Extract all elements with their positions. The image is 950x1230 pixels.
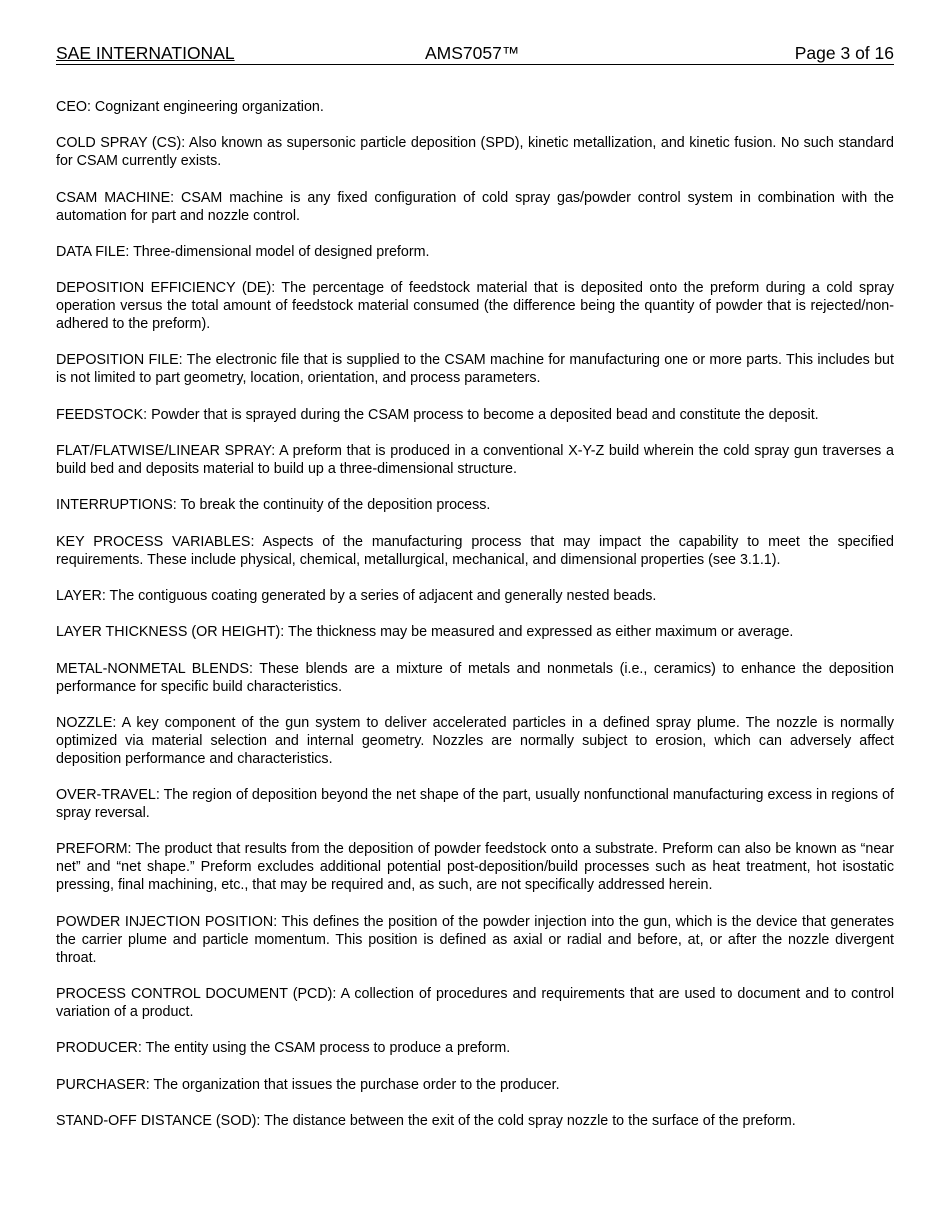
definition-process-control-document: PROCESS CONTROL DOCUMENT (PCD): A collection of procedures and requirements that are used to document and to control variation of a product. [56, 986, 894, 1021]
header-org: SAE INTERNATIONAL [56, 43, 235, 63]
definition-over-travel: OVER-TRAVEL: The region of deposition beyond the net shape of the part, usually nonfunctional manufacturing excess in regions of spray reversal. [56, 787, 894, 822]
definition-metal-nonmetal-blends: METAL-NONMETAL BLENDS: These blends are a mixture of metals and nonmetals (i.e., ceramics) to enhance the deposition performance for specific build characteristics. [56, 660, 894, 695]
definition-key-process-variables: KEY PROCESS VARIABLES: Aspects of the manufacturing process that may impact the capability to meet the specified requirements. These include physical, chemical, metallurgical, mechanical, and dimensional properties (see 3.1.1). [56, 533, 894, 568]
header-page-label: Page 3 of 16 [794, 43, 894, 63]
definition-purchaser: PURCHASER: The organization that issues the purchase order to the producer. [56, 1076, 560, 1093]
definition-interruptions: INTERRUPTIONS: To break the continuity of the deposition process. [56, 497, 491, 514]
definition-csam-machine: CSAM MACHINE: CSAM machine is any fixed configuration of cold spray gas/powder control system in combination with the automation for part and nozzle control. [56, 189, 894, 224]
definition-cold-spray: COLD SPRAY (CS): Also known as supersonic particle deposition (SPD), kinetic metallization, and kinetic fusion. No such standard for CSAM currently exists. [56, 135, 894, 170]
definition-producer: PRODUCER: The entity using the CSAM process to produce a preform. [56, 1040, 511, 1057]
definition-deposition-file: DEPOSITION FILE: The electronic file that is supplied to the CSAM machine for manufacturing one or more parts. This includes but is not limited to part geometry, location, orientation, and process parameters. [56, 352, 894, 387]
definition-flat-spray: FLAT/FLATWISE/LINEAR SPRAY: A preform that is produced in a conventional X-Y-Z build wherein the cold spray gun traverses a build bed and deposits material to build up a three-dimensional structure. [56, 443, 894, 478]
definition-layer-thickness: LAYER THICKNESS (OR HEIGHT): The thickness may be measured and expressed as either maximum or average. [56, 624, 794, 641]
definitions-list [56, 98, 894, 1130]
definition-layer: LAYER: The contiguous coating generated by a series of adjacent and generally nested beads. [56, 587, 657, 604]
header-doc-number: AMS7057™ [425, 43, 520, 63]
definition-deposition-efficiency: DEPOSITION EFFICIENCY (DE): The percentage of feedstock material that is deposited onto the preform during a cold spray operation versus the total amount of feedstock material consumed (the difference being the quantity of powder that is rejected/non-adhered to the preform). [56, 280, 894, 333]
document-page [56, 42, 894, 1148]
definition-stand-off-distance: STAND-OFF DISTANCE (SOD): The distance between the exit of the cold spray nozzle to the surface of the preform. [56, 1112, 796, 1129]
definition-nozzle: NOZZLE: A key component of the gun system to deliver accelerated particles in a defined spray plume. The nozzle is normally optimized via material selection and internal geometry. Nozzles are normally subject to erosion, which can adversely affect deposition performance and characteristics. [56, 714, 894, 767]
definition-data-file: DATA FILE: Three-dimensional model of designed preform. [56, 243, 430, 260]
definition-feedstock: FEEDSTOCK: Powder that is sprayed during the CSAM process to become a deposited bead and constitute the deposit. [56, 406, 819, 423]
definition-preform: PREFORM: The product that results from the deposition of powder feedstock onto a substrate. Preform can also be known as “near net” and “net shape.” Preform excludes additional potential post-deposition/build processes such as heat treatment, hot isostatic pressing, final machining, etc., that may be required and, as such, are not specifically addressed herein. [56, 841, 894, 894]
definition-ceo: CEO: Cognizant engineering organization. [56, 99, 324, 115]
definition-powder-injection-position: POWDER INJECTION POSITION: This defines the position of the powder injection into the gun, which is the device that generates the carrier plume and particle momentum. This position is defined as axial or radial and before, at, or after the nozzle divergent throat. [56, 913, 894, 966]
page-header [56, 42, 894, 65]
